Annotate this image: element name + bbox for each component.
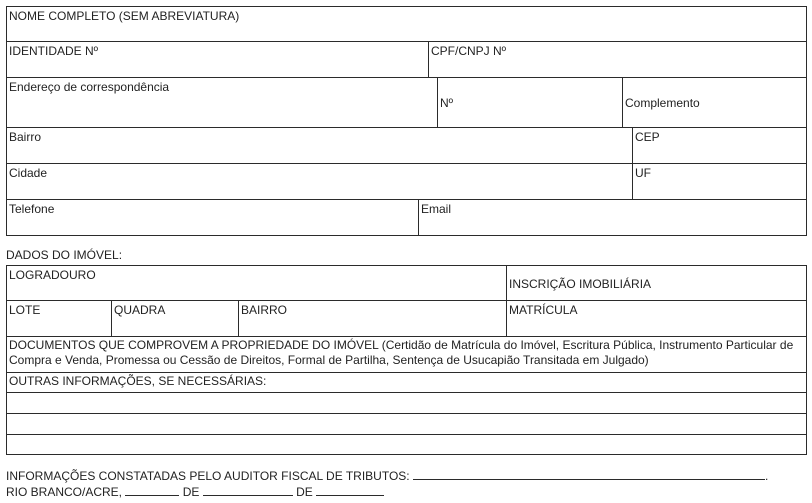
block-label: QUADRA: [114, 303, 166, 317]
documents-text: DOCUMENTOS QUE COMPROVEM A PROPRIEDADE DO IMÓVEL (Certidão de Matrícula do Imóvel, Escritura Pública, Instrumento Particular de Compra e Venda, Promessa ou Cessão de Direitos, Formal de Partilha, Sentença de Usucapião Transitada em Julgado): [9, 338, 794, 367]
city-field[interactable]: [7, 164, 632, 199]
neighborhood-label: Bairro: [9, 130, 42, 144]
street-label: LOGRADOURO: [9, 268, 96, 282]
other-info-field[interactable]: [7, 373, 806, 392]
other-info-label: OUTRAS INFORMAÇÕES, SE NECESSÁRIAS:: [9, 374, 267, 388]
street-row: [6, 265, 807, 301]
city-row: [6, 164, 807, 200]
other-info-row: [6, 373, 807, 393]
other-info-line[interactable]: [6, 414, 807, 435]
identity-row: [6, 42, 807, 78]
cep-field[interactable]: [632, 128, 806, 163]
year-blank[interactable]: [316, 484, 384, 496]
block-field[interactable]: [111, 301, 238, 336]
matricula-label: MATRÍCULA: [509, 303, 578, 317]
address-row: [6, 78, 807, 128]
uf-field[interactable]: [632, 164, 806, 199]
identity-label: IDENTIDADE Nº: [9, 44, 99, 58]
street-field[interactable]: [7, 266, 506, 300]
full-name-field[interactable]: [7, 7, 806, 41]
matricula-field[interactable]: [506, 301, 806, 336]
complement-label: Complemento: [625, 95, 700, 110]
auditor-info-line: [6, 468, 768, 483]
address-label: Endereço de correspondência: [9, 80, 170, 94]
location-label: RIO BRANCO/ACRE,: [6, 485, 123, 499]
property-neighborhood-label: BAIRRO: [241, 303, 288, 317]
number-label: Nº: [440, 95, 454, 110]
other-info-line[interactable]: [6, 435, 807, 455]
applicant-form: [6, 6, 807, 236]
uf-label: UF: [635, 166, 651, 180]
cep-label: CEP: [635, 130, 660, 144]
property-registration-label: INSCRIÇÃO IMOBILIÁRIA: [509, 277, 652, 291]
cpf-cnpj-label: CPF/CNPJ Nº: [431, 44, 507, 58]
email-field[interactable]: [418, 200, 806, 235]
date-de-2: DE: [296, 485, 313, 499]
neighborhood-row: [6, 128, 807, 164]
lot-row: [6, 301, 807, 337]
full-name-label: NOME COMPLETO (SEM ABREVIATURA): [9, 9, 240, 23]
property-form: [6, 265, 807, 455]
city-label: Cidade: [9, 166, 48, 180]
month-blank[interactable]: [203, 484, 293, 496]
phone-label: Telefone: [9, 202, 55, 216]
documents-field[interactable]: [7, 337, 806, 372]
day-blank[interactable]: [125, 484, 179, 496]
number-field[interactable]: [437, 78, 622, 127]
address-field[interactable]: [7, 78, 437, 127]
cpf-cnpj-field[interactable]: [428, 42, 806, 77]
complement-field[interactable]: [622, 78, 806, 127]
phone-field[interactable]: [7, 200, 418, 235]
property-neighborhood-field[interactable]: [238, 301, 506, 336]
identity-field[interactable]: [7, 42, 428, 77]
lot-label: LOTE: [9, 303, 41, 317]
property-section-title: DADOS DO IMÓVEL:: [6, 248, 123, 262]
full-name-row: [6, 6, 807, 42]
property-registration-field[interactable]: [506, 266, 806, 300]
date-line: [6, 484, 384, 499]
neighborhood-field[interactable]: [7, 128, 632, 163]
date-de-1: DE: [182, 485, 200, 499]
auditor-info-blank[interactable]: [413, 468, 765, 480]
email-label: Email: [421, 202, 452, 216]
lot-field[interactable]: [7, 301, 111, 336]
other-info-line[interactable]: [6, 393, 807, 414]
auditor-info-end: .: [764, 469, 769, 483]
auditor-info-label: INFORMAÇÕES CONSTATADAS PELO AUDITOR FISCAL DE TRIBUTOS:: [6, 469, 410, 483]
documents-row: [6, 337, 807, 373]
contact-row: [6, 200, 807, 236]
